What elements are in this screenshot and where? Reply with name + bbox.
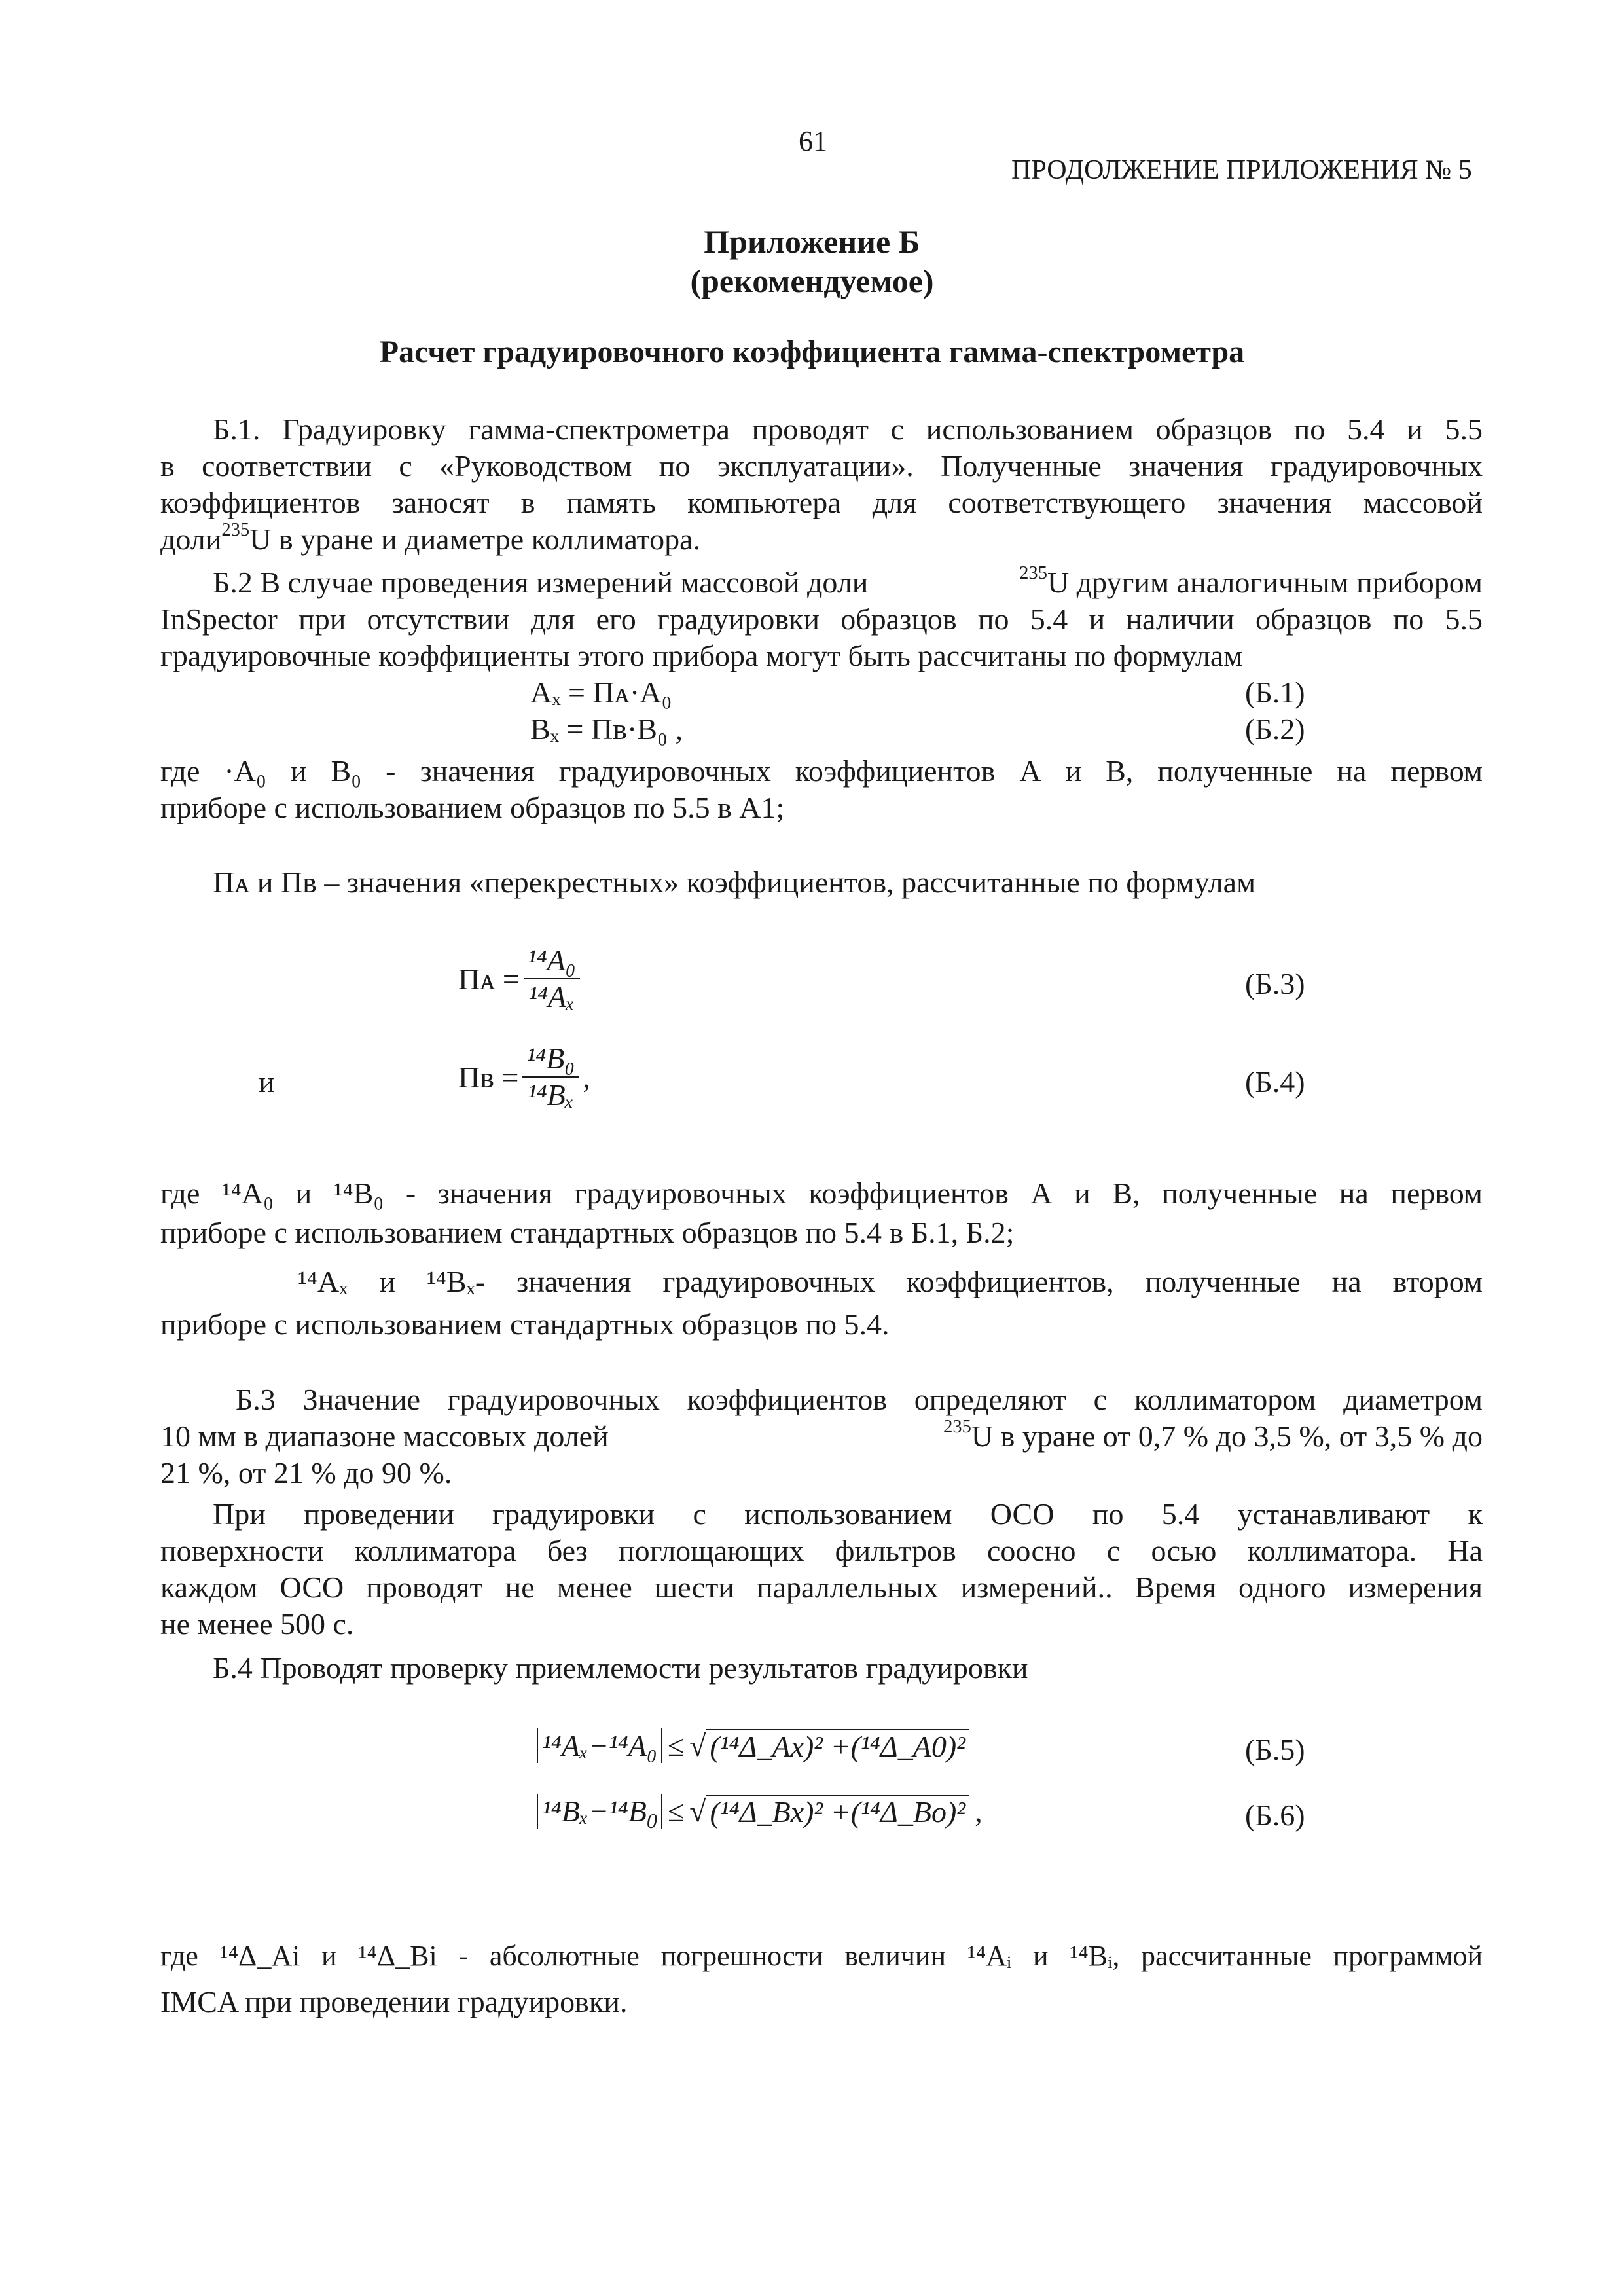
b3-line-2: 10 мм в диапазоне массовых долей $^{235}$U в уране от 0,7 % до 3,5 %, от 3,5 % до xyxy=(160,1416,1483,1453)
b3-p2-line-3: каждом ОСО проводят не менее шести параллельных измерений.. Время одного измерения xyxy=(160,1571,1483,1604)
b3-p2-line-1: При проведении градуировки с использованием ОСО по 5.4 устанавливают к xyxy=(213,1497,1483,1531)
b2-line-1: Б.2 В случае проведения измерений массовой доли $^{235}$U другим аналогичным прибором xyxy=(213,562,1483,599)
section-title: Расчет градуировочного коэффициента гамма-спектрометра xyxy=(379,335,1245,369)
formula-b5-label: (Б.5) xyxy=(1245,1733,1305,1766)
where2-line-2: приборе с использованием стандартных образцов по 5.4 в Б.1, Б.2; xyxy=(160,1216,1015,1249)
formula-b1: Aₓ = Пᴀ·A₀ xyxy=(530,676,672,709)
b1-line-1: Б.1. Градуировку гамма-спектрометра проводят с использованием образцов по 5.4 и 5.5 xyxy=(213,412,1483,446)
b1-line-2: в соответствии с «Руководством по эксплуатации». Полученные значения градуировочных xyxy=(160,449,1483,483)
b4-line-1: Б.4 Проводят проверку приемлемости результатов градуировки xyxy=(213,1651,1028,1685)
formula-b3-label: (Б.3) xyxy=(1245,967,1305,1000)
formula-b2-label: (Б.2) xyxy=(1245,712,1305,746)
continuation-header: ПРОДОЛЖЕНИЕ ПРИЛОЖЕНИЯ № 5 xyxy=(1011,155,1472,185)
formula-b3: Пᴀ = $\frac{\text{¹⁴A₀}}{\text{¹⁴Aₓ}}$ xyxy=(458,943,584,1015)
formula-b6-label: (Б.6) xyxy=(1245,1798,1305,1832)
appendix-subtitle: (рекомендуемое) xyxy=(690,263,934,299)
where1-line-1: где ·A₀ и B₀ - значения градуировочных коэффициентов А и В, полученные на первом xyxy=(160,754,1483,788)
formula-b3-fraction: $\frac{\text{¹⁴A₀}}{\text{¹⁴Aₓ}}$ xyxy=(524,943,580,1015)
formula-b6: $^{14}B_x-^{14}B_0$ ≤ √ (¹⁴Δ_Bx)² +(¹⁴Δ_Bo)² , xyxy=(537,1794,983,1829)
and-word: и xyxy=(259,1065,275,1099)
b2-line-3: градуировочные коэффициенты этого прибора могут быть рассчитаны по формулам xyxy=(160,639,1243,672)
where2-line-1: где ¹⁴A₀ и ¹⁴B₀ - значения градуировочных коэффициентов А и В, полученные на первом xyxy=(160,1176,1483,1210)
b1-line-4: доли$^{235}$U в уране и диаметре коллиматора. xyxy=(160,519,701,556)
formula-b2: Bₓ = Пв·B₀ , xyxy=(530,712,683,746)
where2-line-4: приборе с использованием стандартных образцов по 5.4. xyxy=(160,1307,890,1341)
formula-b1-label: (Б.1) xyxy=(1245,676,1305,709)
b3-p2-line-4: не менее 500 с. xyxy=(160,1607,354,1641)
b3-line-1: Б.3 Значение градуировочных коэффициентов определяют с коллиматором диаметром xyxy=(236,1383,1483,1416)
page-number: 61 xyxy=(799,125,827,157)
b3-line-3: 21 %, от 21 % до 90 %. xyxy=(160,1456,452,1489)
where3-line-2: IMCA при проведении градуировки. xyxy=(160,1985,628,2018)
where1-line-2: приборе с использованием образцов по 5.5 в А1; xyxy=(160,791,785,824)
formula-b4-label: (Б.4) xyxy=(1245,1065,1305,1099)
formula-b4-fraction: $\frac{\text{¹⁴B₀}}{\text{¹⁴Bₓ}}$ xyxy=(522,1041,579,1113)
b3-p2-line-2: поверхности коллиматора без поглощающих фильтров соосно с осью коллиматора. На xyxy=(160,1534,1483,1567)
where2-line-3: ¹⁴Aₓ и ¹⁴Bₓ- значения градуировочных коэффициентов, полученные на втором xyxy=(298,1265,1483,1298)
formula-b4: Пв = $\frac{\text{¹⁴B₀}}{\text{¹⁴Bₓ}}$ , xyxy=(458,1042,590,1112)
where3-line-1: где ¹⁴Δ_Ai и ¹⁴Δ_Bi - абсолютные погрешности величин ¹⁴Aᵢ и ¹⁴Bᵢ, рассчитанные программой xyxy=(160,1940,1483,1972)
appendix-title: Приложение Б xyxy=(704,223,920,260)
formula-b5: ¹⁴Aₓ−¹⁴A₀ ≤ √ (¹⁴Δ_Ax)² +(¹⁴Δ_A0)² xyxy=(537,1728,969,1763)
cross-intro: Пᴀ и Пв – значения «перекрестных» коэффициентов, рассчитанные по формулам xyxy=(213,866,1256,899)
b1-line-3: коэффициентов заносят в память компьютера для соответствующего значения массовой xyxy=(160,486,1483,519)
b2-line-2: InSpector при отсутствии для его градуировки образцов по 5.4 и наличии образцов по 5.5 xyxy=(160,602,1483,636)
